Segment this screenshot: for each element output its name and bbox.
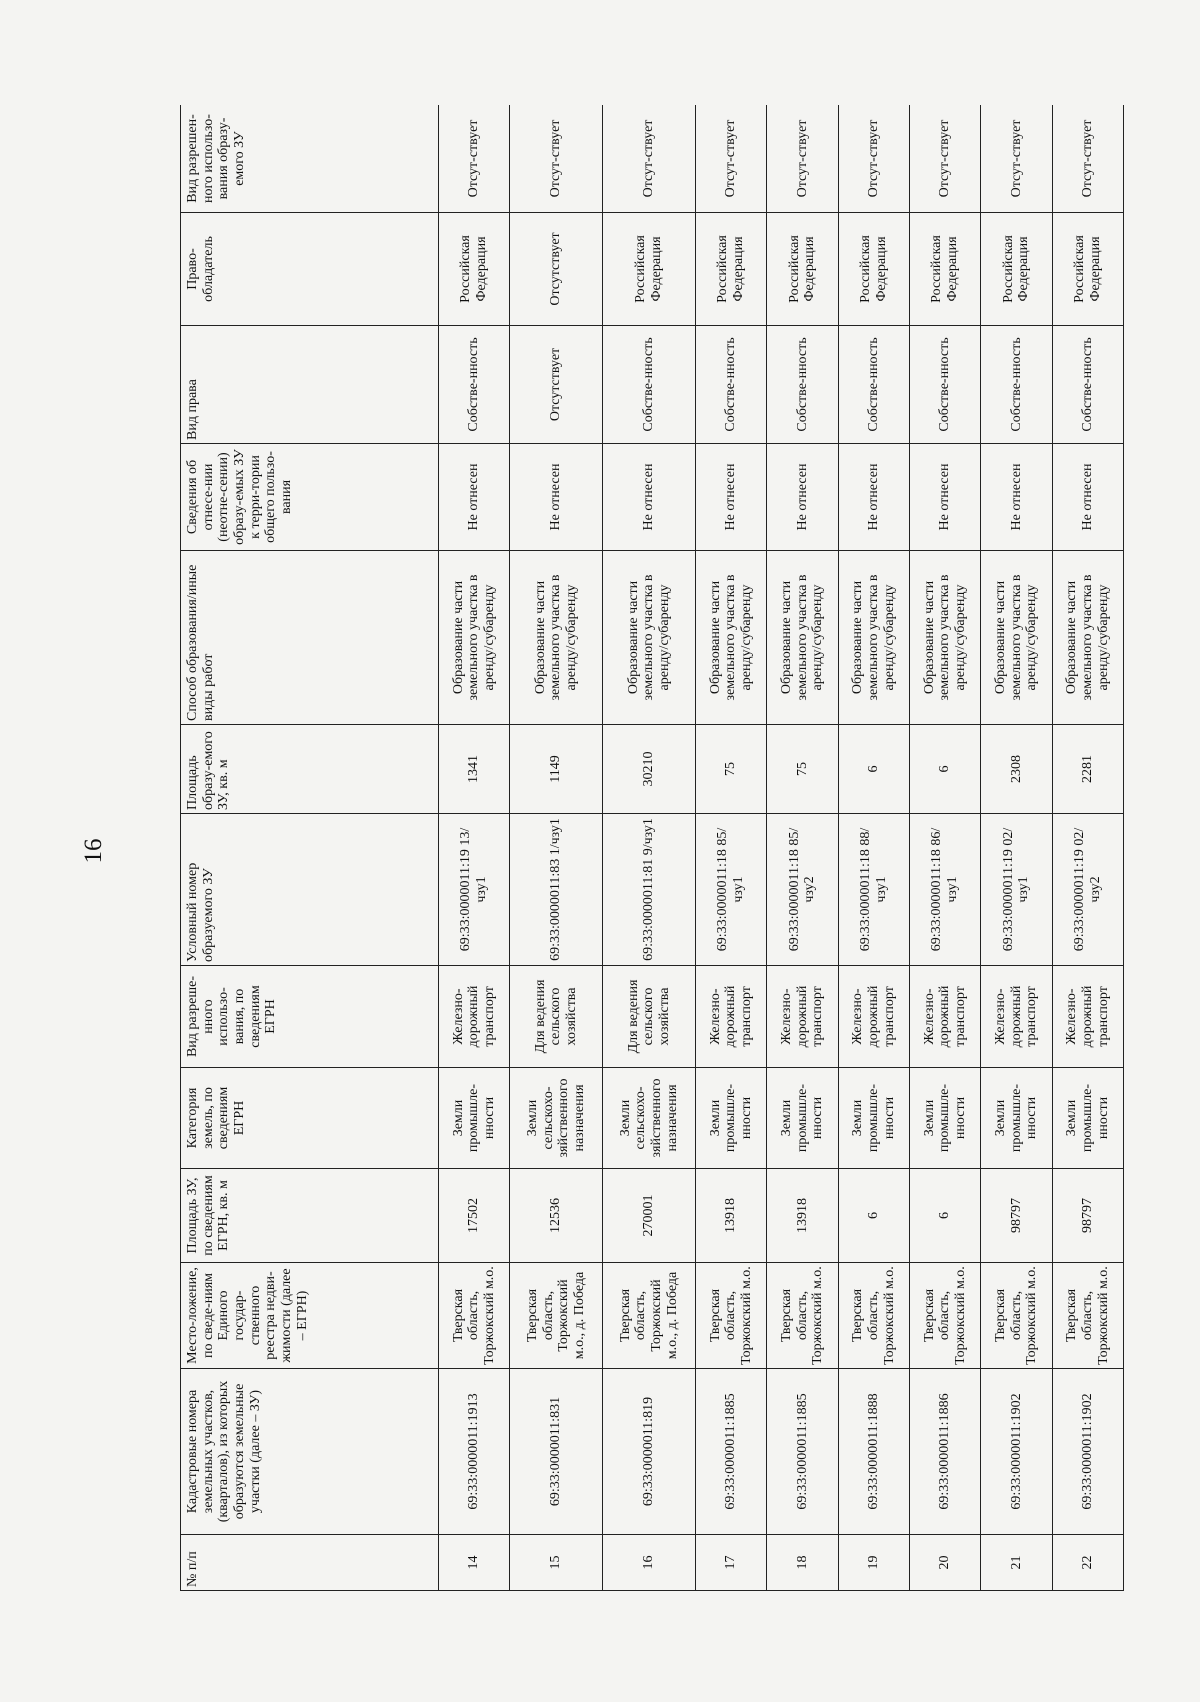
cell-land-category: Земли сельскохо-зяйственного назначения [510,1068,603,1169]
cell-public-use: Не отнесен [838,444,909,551]
cell-location: Тверская область, Торжокский м.о. [1052,1263,1123,1369]
header-formation-method: Способ образования/иные виды работ [181,551,439,725]
cell-formation-method: Образование части земельного участка в аренду/субаренду [695,551,766,725]
cell-right-holder: Российская Федерация [767,213,838,326]
cell-formation-method: Образование части земельного участка в аренду/субаренду [510,551,603,725]
cell-new-area: 2281 [1052,725,1123,814]
table-row [838,105,909,1591]
cell-public-use: Не отнесен [981,444,1052,551]
cell-cadastral-number: 69:33:0000011:831 [510,1369,603,1535]
cell-number: 20 [909,1535,980,1591]
cell-public-use: Не отнесен [603,444,696,551]
cell-location: Тверская область, Торжокский м.о. [439,1263,510,1369]
cell-number: 17 [695,1535,766,1591]
header-new-area: Площадь образу-емого ЗУ, кв. м [181,725,439,814]
cell-new-area: 6 [909,725,980,814]
cell-formation-method: Образование части земельного участка в аренду/субаренду [909,551,980,725]
cell-formation-method: Образование части земельного участка в аренду/субаренду [1052,551,1123,725]
table-row [439,105,510,1591]
table-row [909,105,980,1591]
cell-right-holder: Российская Федерация [603,213,696,326]
cell-permitted-use: Для ведения сельского хозяйства [510,966,603,1068]
cell-conditional-number: 69:33:0000011:18 85/чзу1 [695,814,766,966]
cell-right-holder: Отсутствует [510,213,603,326]
cell-formation-method: Образование части земельного участка в аренду/субаренду [981,551,1052,725]
header-conditional-number: Условный номер образуемого ЗУ [181,814,439,966]
cell-land-category: Земли промышле-нности [767,1068,838,1169]
registry-table-rotated [180,105,1124,1591]
header-number: № п/п [181,1535,439,1591]
cell-area-egrn: 6 [909,1169,980,1263]
cell-permitted-use: Железно-дорожный транспорт [1052,966,1123,1068]
cell-permitted-use: Железно-дорожный транспорт [767,966,838,1068]
table-row [1052,105,1123,1591]
cell-new-area: 2308 [981,725,1052,814]
cell-permitted-use: Железно-дорожный транспорт [439,966,510,1068]
cell-new-permitted-use: Отсут-ствует [603,105,696,213]
cell-right-holder: Российская Федерация [981,213,1052,326]
page-number: 16 [80,838,107,864]
cell-number: 22 [1052,1535,1123,1591]
cell-right-type: Собстве-нность [439,326,510,444]
cell-public-use: Не отнесен [909,444,980,551]
cell-location: Тверская область, Торжокский м.о., д. Победа [510,1263,603,1369]
cell-number: 15 [510,1535,603,1591]
cell-right-type: Собстве-нность [838,326,909,444]
cell-new-permitted-use: Отсут-ствует [1052,105,1123,213]
cell-public-use: Не отнесен [1052,444,1123,551]
cell-new-permitted-use: Отсут-ствует [838,105,909,213]
cell-conditional-number: 69:33:0000011:81 9/чзу1 [603,814,696,966]
cell-land-category: Земли промышле-нности [1052,1068,1123,1169]
cell-permitted-use: Железно-дорожный транспорт [695,966,766,1068]
cell-public-use: Не отнесен [767,444,838,551]
cell-new-area: 30210 [603,725,696,814]
cell-cadastral-number: 69:33:0000011:1913 [439,1369,510,1535]
cell-new-permitted-use: Отсут-ствует [981,105,1052,213]
header-area-egrn: Площадь ЗУ, по сведениям ЕГРН, кв. м [181,1169,439,1263]
cell-area-egrn: 6 [838,1169,909,1263]
cell-new-permitted-use: Отсут-ствует [439,105,510,213]
cell-area-egrn: 13918 [695,1169,766,1263]
cell-area-egrn: 270001 [603,1169,696,1263]
header-cadastral-numbers: Кадастровые номера земельных участков, (кварталов), из которых образуются земельные участки (далее – ЗУ) [181,1369,439,1535]
cell-right-type: Собстве-нность [1052,326,1123,444]
cell-conditional-number: 69:33:0000011:19 02/чзу1 [981,814,1052,966]
cell-right-type: Собстве-нность [695,326,766,444]
cell-conditional-number: 69:33:0000011:18 86/чзу1 [909,814,980,966]
cell-right-holder: Российская Федерация [439,213,510,326]
header-location: Место-ложение, по сведе-ниям Единого государ-ственного реестра недви-жимости (далее – ЕГРН) [181,1263,439,1369]
cell-public-use: Не отнесен [510,444,603,551]
cell-permitted-use: Для ведения сельского хозяйства [603,966,696,1068]
table-header-row [181,105,439,1591]
header-right-type: Вид права [181,326,439,444]
cell-land-category: Земли промышле-нности [695,1068,766,1169]
registry-table-frame [180,105,1124,1591]
cell-number: 19 [838,1535,909,1591]
cell-area-egrn: 12536 [510,1169,603,1263]
cell-number: 21 [981,1535,1052,1591]
cell-right-type: Отсутствует [510,326,603,444]
cell-location: Тверская область, Торжокский м.о. [909,1263,980,1369]
cell-right-type: Собстве-нность [603,326,696,444]
cell-cadastral-number: 69:33:0000011:1885 [695,1369,766,1535]
cell-new-permitted-use: Отсут-ствует [909,105,980,213]
cell-location: Тверская область, Торжокский м.о., д. Победа [603,1263,696,1369]
cell-right-holder: Российская Федерация [1052,213,1123,326]
cell-location: Тверская область, Торжокский м.о. [981,1263,1052,1369]
cell-land-category: Земли промышле-нности [439,1068,510,1169]
cell-land-category: Земли сельскохо-зяйственного назначения [603,1068,696,1169]
cell-right-type: Собстве-нность [909,326,980,444]
cell-cadastral-number: 69:33:0000011:1902 [1052,1369,1123,1535]
cell-cadastral-number: 69:33:0000011:1888 [838,1369,909,1535]
cell-new-permitted-use: Отсут-ствует [695,105,766,213]
cell-area-egrn: 98797 [1052,1169,1123,1263]
cell-public-use: Не отнесен [439,444,510,551]
cell-right-holder: Российская Федерация [909,213,980,326]
table-row [510,105,603,1591]
cell-permitted-use: Железно-дорожный транспорт [909,966,980,1068]
cell-location: Тверская область, Торжокский м.о. [767,1263,838,1369]
table-row [981,105,1052,1591]
cell-conditional-number: 69:33:0000011:19 13/чзу1 [439,814,510,966]
cell-new-area: 6 [838,725,909,814]
cell-cadastral-number: 69:33:0000011:1902 [981,1369,1052,1535]
cell-formation-method: Образование части земельного участка в аренду/субаренду [439,551,510,725]
cell-public-use: Не отнесен [695,444,766,551]
cell-formation-method: Образование части земельного участка в аренду/субаренду [838,551,909,725]
cell-right-holder: Российская Федерация [695,213,766,326]
cell-new-permitted-use: Отсут-ствует [767,105,838,213]
table-row [603,105,696,1591]
land-plots-table [180,105,1124,1591]
cell-formation-method: Образование части земельного участка в аренду/субаренду [603,551,696,725]
cell-new-area: 75 [767,725,838,814]
cell-right-holder: Российская Федерация [838,213,909,326]
cell-location: Тверская область, Торжокский м.о. [695,1263,766,1369]
cell-right-type: Собстве-нность [767,326,838,444]
cell-land-category: Земли промышле-нности [909,1068,980,1169]
table-row [695,105,766,1591]
cell-area-egrn: 17502 [439,1169,510,1263]
cell-land-category: Земли промышле-нности [838,1068,909,1169]
cell-permitted-use: Железно-дорожный транспорт [838,966,909,1068]
cell-area-egrn: 98797 [981,1169,1052,1263]
cell-cadastral-number: 69:33:0000011:1886 [909,1369,980,1535]
cell-permitted-use: Железно-дорожный транспорт [981,966,1052,1068]
cell-land-category: Земли промышле-нности [981,1068,1052,1169]
header-public-use: Сведения об отнесе-нии (неотне-сении) образу-емых ЗУ к терри-тории общего пользо-вания [181,444,439,551]
table-row [767,105,838,1591]
header-right-holder: Право-обладатель [181,213,439,326]
cell-new-area: 1341 [439,725,510,814]
cell-number: 18 [767,1535,838,1591]
cell-cadastral-number: 69:33:0000011:1885 [767,1369,838,1535]
cell-formation-method: Образование части земельного участка в аренду/субаренду [767,551,838,725]
header-permitted-use-egrn: Вид разреше-нного использо-вания, по сведениям ЕГРН [181,966,439,1068]
cell-new-area: 75 [695,725,766,814]
header-new-permitted-use: Вид разрешен-ного использо-вания образу-емого ЗУ [181,105,439,213]
cell-area-egrn: 13918 [767,1169,838,1263]
cell-conditional-number: 69:33:0000011:18 85/чзу2 [767,814,838,966]
cell-number: 14 [439,1535,510,1591]
cell-new-permitted-use: Отсут-ствует [510,105,603,213]
cell-cadastral-number: 69:33:0000011:819 [603,1369,696,1535]
header-land-category: Категория земель, по сведениям ЕГРН [181,1068,439,1169]
cell-location: Тверская область, Торжокский м.о. [838,1263,909,1369]
cell-conditional-number: 69:33:0000011:19 02/чзу2 [1052,814,1123,966]
cell-conditional-number: 69:33:0000011:83 1/чзу1 [510,814,603,966]
cell-number: 16 [603,1535,696,1591]
cell-conditional-number: 69:33:0000011:18 88/чзу1 [838,814,909,966]
cell-right-type: Собстве-нность [981,326,1052,444]
cell-new-area: 1149 [510,725,603,814]
